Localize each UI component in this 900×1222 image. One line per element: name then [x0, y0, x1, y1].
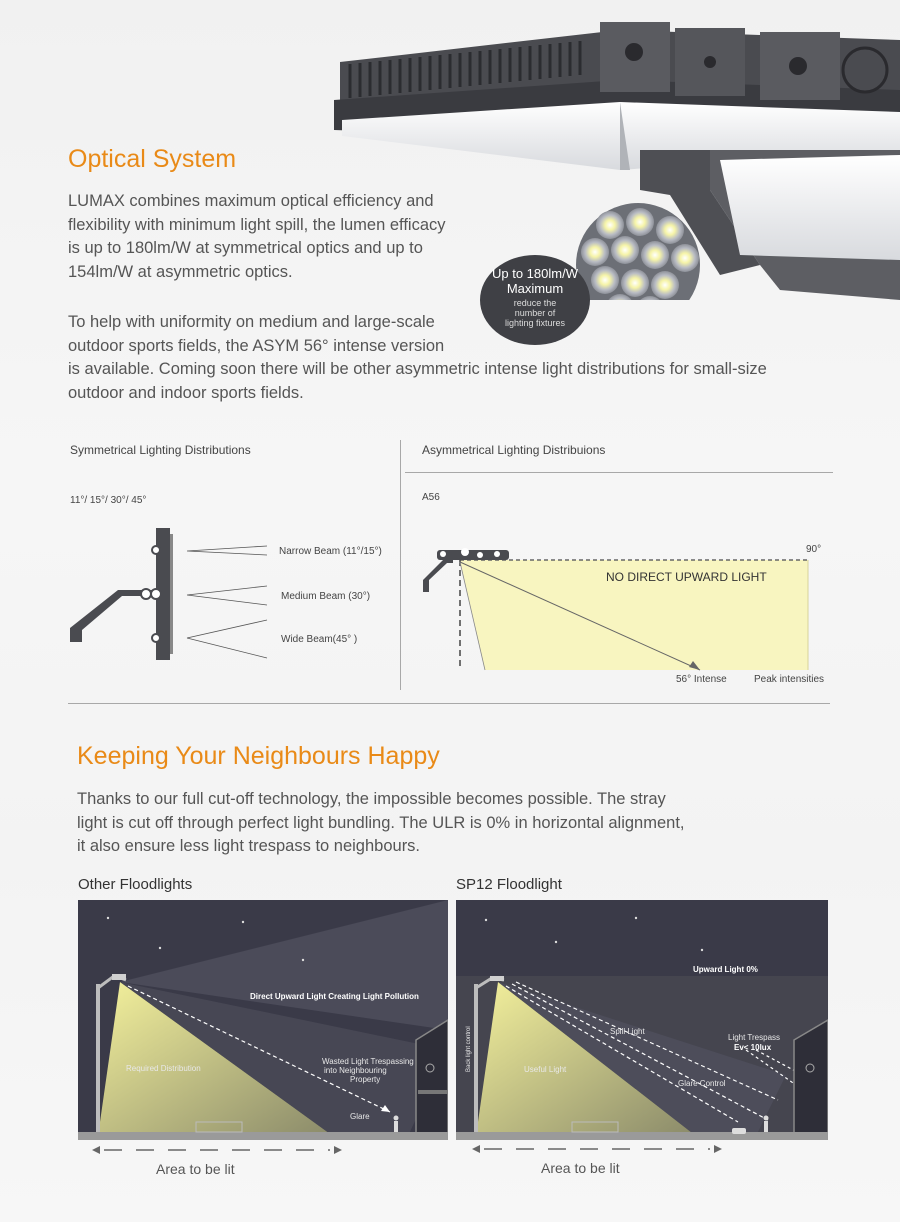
narrow-label: Narrow Beam (11°/15°)	[279, 546, 382, 557]
optical-line: flexibility with minimum light spill, the lumen efficacy	[68, 215, 446, 234]
car-icon	[732, 1128, 746, 1134]
optical-para2	[68, 311, 767, 405]
sp12-neighbour-house	[794, 1020, 828, 1136]
table-bottom-rule	[68, 703, 830, 704]
other-area-label: Area to be lit	[156, 1161, 235, 1177]
trespass-label: Light Trespass	[728, 1033, 781, 1042]
wide-label: Wide Beam(45° )	[281, 634, 358, 645]
ev-label: Ev< 10lux	[734, 1043, 772, 1052]
optical-line: To help with uniformity on medium and large-scale	[68, 313, 435, 331]
other-area-arrow	[92, 1144, 342, 1156]
back-light-label: Back light control	[466, 1026, 472, 1072]
optical-line: LUMAX combines maximum optical efficiency and	[68, 192, 434, 210]
neighbour-house	[416, 1020, 448, 1136]
narrow-beam	[187, 546, 267, 555]
optical-line: is up to 180lm/W at symmetrical optics and up to	[68, 239, 423, 257]
asymmetrical-diagram	[415, 540, 835, 680]
badge-line2: Maximum	[506, 281, 564, 296]
pole	[96, 984, 100, 1136]
peak-label: Peak intensities	[754, 674, 825, 685]
sp12-area-label: Area to be lit	[541, 1160, 620, 1176]
neighbours-line: it also ensure less light trespass to neighbours.	[77, 837, 421, 855]
glare-control-label: Glare Control	[678, 1079, 726, 1088]
neighbours-line: Thanks to our full cut-off technology, the impossible becomes possible. The stray	[77, 790, 666, 808]
wide-beam	[187, 620, 267, 658]
no-upward-label: NO DIRECT UPWARD LIGHT	[606, 570, 767, 584]
optical-para1	[68, 190, 446, 284]
glare-label: Glare	[350, 1112, 370, 1121]
badge-sub3: lighting fixtures	[504, 318, 566, 328]
useful-label: Useful Light	[524, 1065, 567, 1074]
badge-sub2: number of	[514, 308, 556, 318]
wasted-line2: into Neighbouring	[324, 1066, 387, 1075]
upward-label: Upward Light 0%	[693, 965, 758, 974]
sp12-area-arrow	[472, 1143, 722, 1155]
wasted-line3: Property	[350, 1075, 381, 1084]
deg90-label: 90°	[806, 544, 822, 555]
optical-line: is available. Coming soon there will be other asymmetric intense light distributions for small-size	[68, 360, 767, 378]
neighbours-text	[77, 788, 685, 859]
pollution-label: Direct Upward Light Creating Light Pollution	[250, 992, 419, 1001]
sym-header: Symmetrical Lighting Distributions	[70, 443, 251, 457]
optical-line: outdoor sports fields, the ASYM 56° intense version	[68, 336, 445, 355]
optical-title: Optical System	[68, 145, 237, 173]
asym-mount-arm	[423, 558, 453, 592]
medium-label: Medium Beam (30°)	[281, 591, 371, 602]
optical-line: 154lm/W at asymmetric optics.	[68, 262, 293, 281]
wasted-line1: Wasted Light Trespassing	[322, 1057, 414, 1066]
neighbours-title: Keeping Your Neighbours Happy	[77, 742, 440, 770]
neighbours-line: light is cut off through perfect light bundling. The ULR is 0% in horizontal alignment,	[77, 813, 685, 832]
asym-header-rule	[405, 472, 833, 473]
column-divider	[400, 440, 401, 690]
sp12-pole	[474, 984, 478, 1136]
asym-header: Asymmetrical Lighting Distribuions	[422, 443, 606, 457]
spill-label: Spill Light	[610, 1027, 645, 1036]
badge-line1: Up to 180lm/W	[492, 266, 578, 281]
sp12-title: SP12 Floodlight	[456, 876, 562, 893]
optical-line: outdoor and indoor sports fields.	[68, 383, 304, 402]
asym-code: A56	[422, 492, 440, 503]
medium-beam	[187, 586, 267, 605]
other-floodlights-panel	[78, 900, 448, 1140]
required-label: Required Distribution	[126, 1064, 201, 1073]
intense-label: 56° Intense	[676, 674, 727, 685]
badge-sub1: reduce the	[513, 298, 557, 308]
sp12-floodlight-panel	[456, 900, 828, 1140]
other-title: Other Floodlights	[78, 876, 193, 893]
sym-angles: 11°/ 15°/ 30°/ 45°	[70, 495, 147, 506]
